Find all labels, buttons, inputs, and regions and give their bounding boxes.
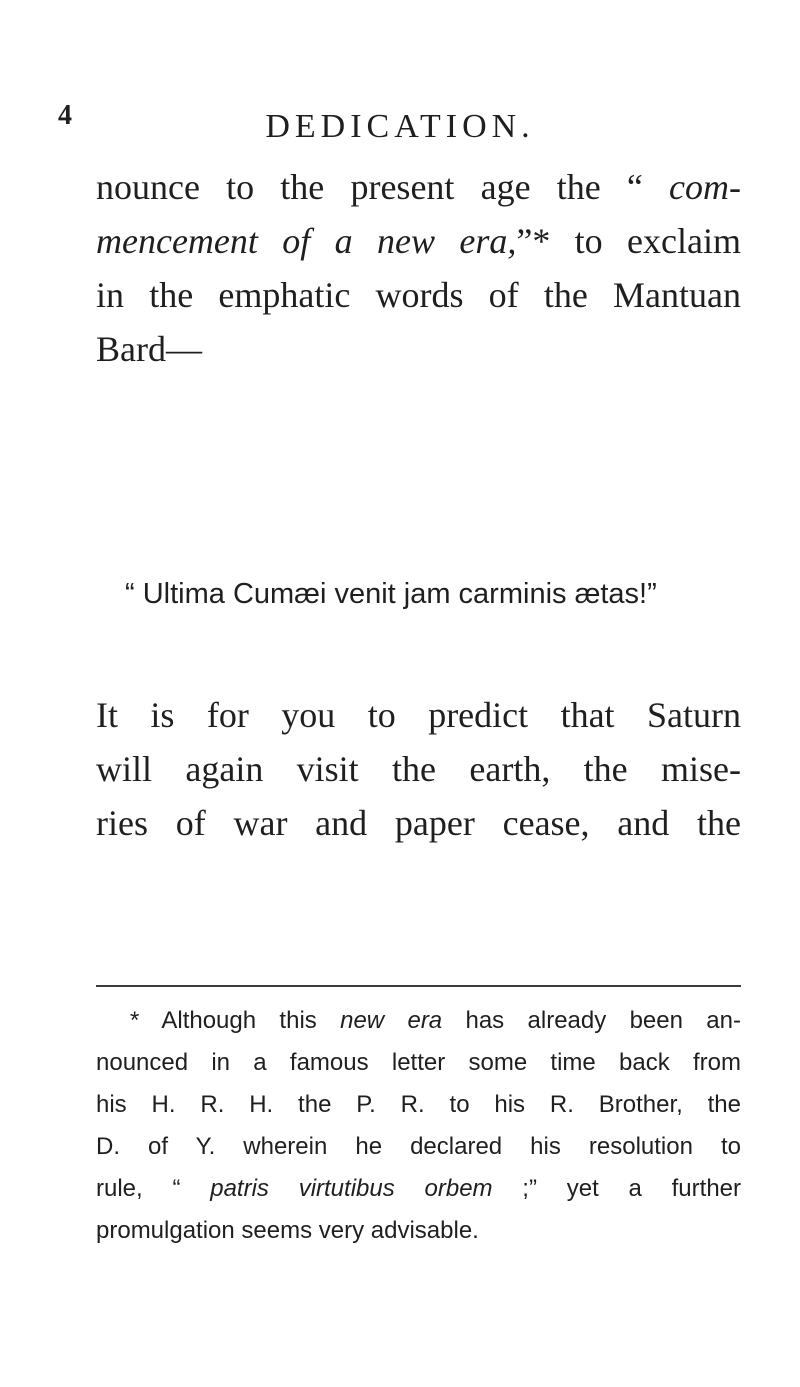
latin-quotation: “ Ultima Cumæi venit jam carminis ætas!” bbox=[125, 578, 657, 610]
footnote-line-2: nounced in a famous letter some time back from bbox=[96, 1049, 741, 1076]
footnote-line-5-before: rule, “ bbox=[96, 1175, 211, 1202]
paragraph-line-2-text: ”* to exclaim bbox=[516, 221, 741, 261]
paragraph-line-2-italic: mencement of a new era, bbox=[96, 221, 517, 261]
paragraph-line-1-text: nounce to the present age the “ bbox=[96, 167, 670, 207]
footnote-line-5-after: ;” yet a further bbox=[492, 1175, 742, 1202]
paragraph-line-1 bbox=[96, 160, 741, 214]
main-paragraph-line-2: will again visit the earth, the mise- bbox=[96, 749, 741, 789]
footnote-line-1-before: * Although this bbox=[130, 1007, 341, 1034]
paragraph-line-2 bbox=[96, 214, 741, 268]
running-head: DEDICATION. bbox=[265, 108, 535, 145]
paragraph-continuation bbox=[96, 160, 741, 376]
footnote-line-4: D. of Y. wherein he declared his resolution to bbox=[96, 1133, 741, 1160]
paragraph-line-1-italic: com- bbox=[669, 167, 741, 207]
paragraph-line-3: in the emphatic words of the Mantuan bbox=[96, 275, 741, 315]
main-paragraph-line-3: ries of war and paper cease, and the bbox=[96, 803, 741, 843]
main-paragraph-line-1: It is for you to predict that Saturn bbox=[96, 695, 741, 735]
footnote-line-1-after: has already been an- bbox=[442, 1007, 741, 1034]
footnote-separator bbox=[96, 985, 741, 987]
footnote-line-1-italic: new era bbox=[340, 1007, 443, 1034]
footnote-line-6: promulgation seems very advisable. bbox=[96, 1217, 479, 1244]
footnote-line-1 bbox=[96, 1000, 741, 1042]
footnote-line-3: his H. R. H. the P. R. to his R. Brother, the bbox=[96, 1091, 741, 1118]
page-number: 4 bbox=[58, 100, 72, 131]
footnote-line-5 bbox=[96, 1168, 741, 1210]
footnote bbox=[96, 1000, 741, 1252]
footnote-line-5-italic: patris virtutibus orbem bbox=[210, 1175, 493, 1202]
paragraph-line-4: Bard— bbox=[96, 329, 202, 369]
main-paragraph bbox=[96, 688, 741, 850]
